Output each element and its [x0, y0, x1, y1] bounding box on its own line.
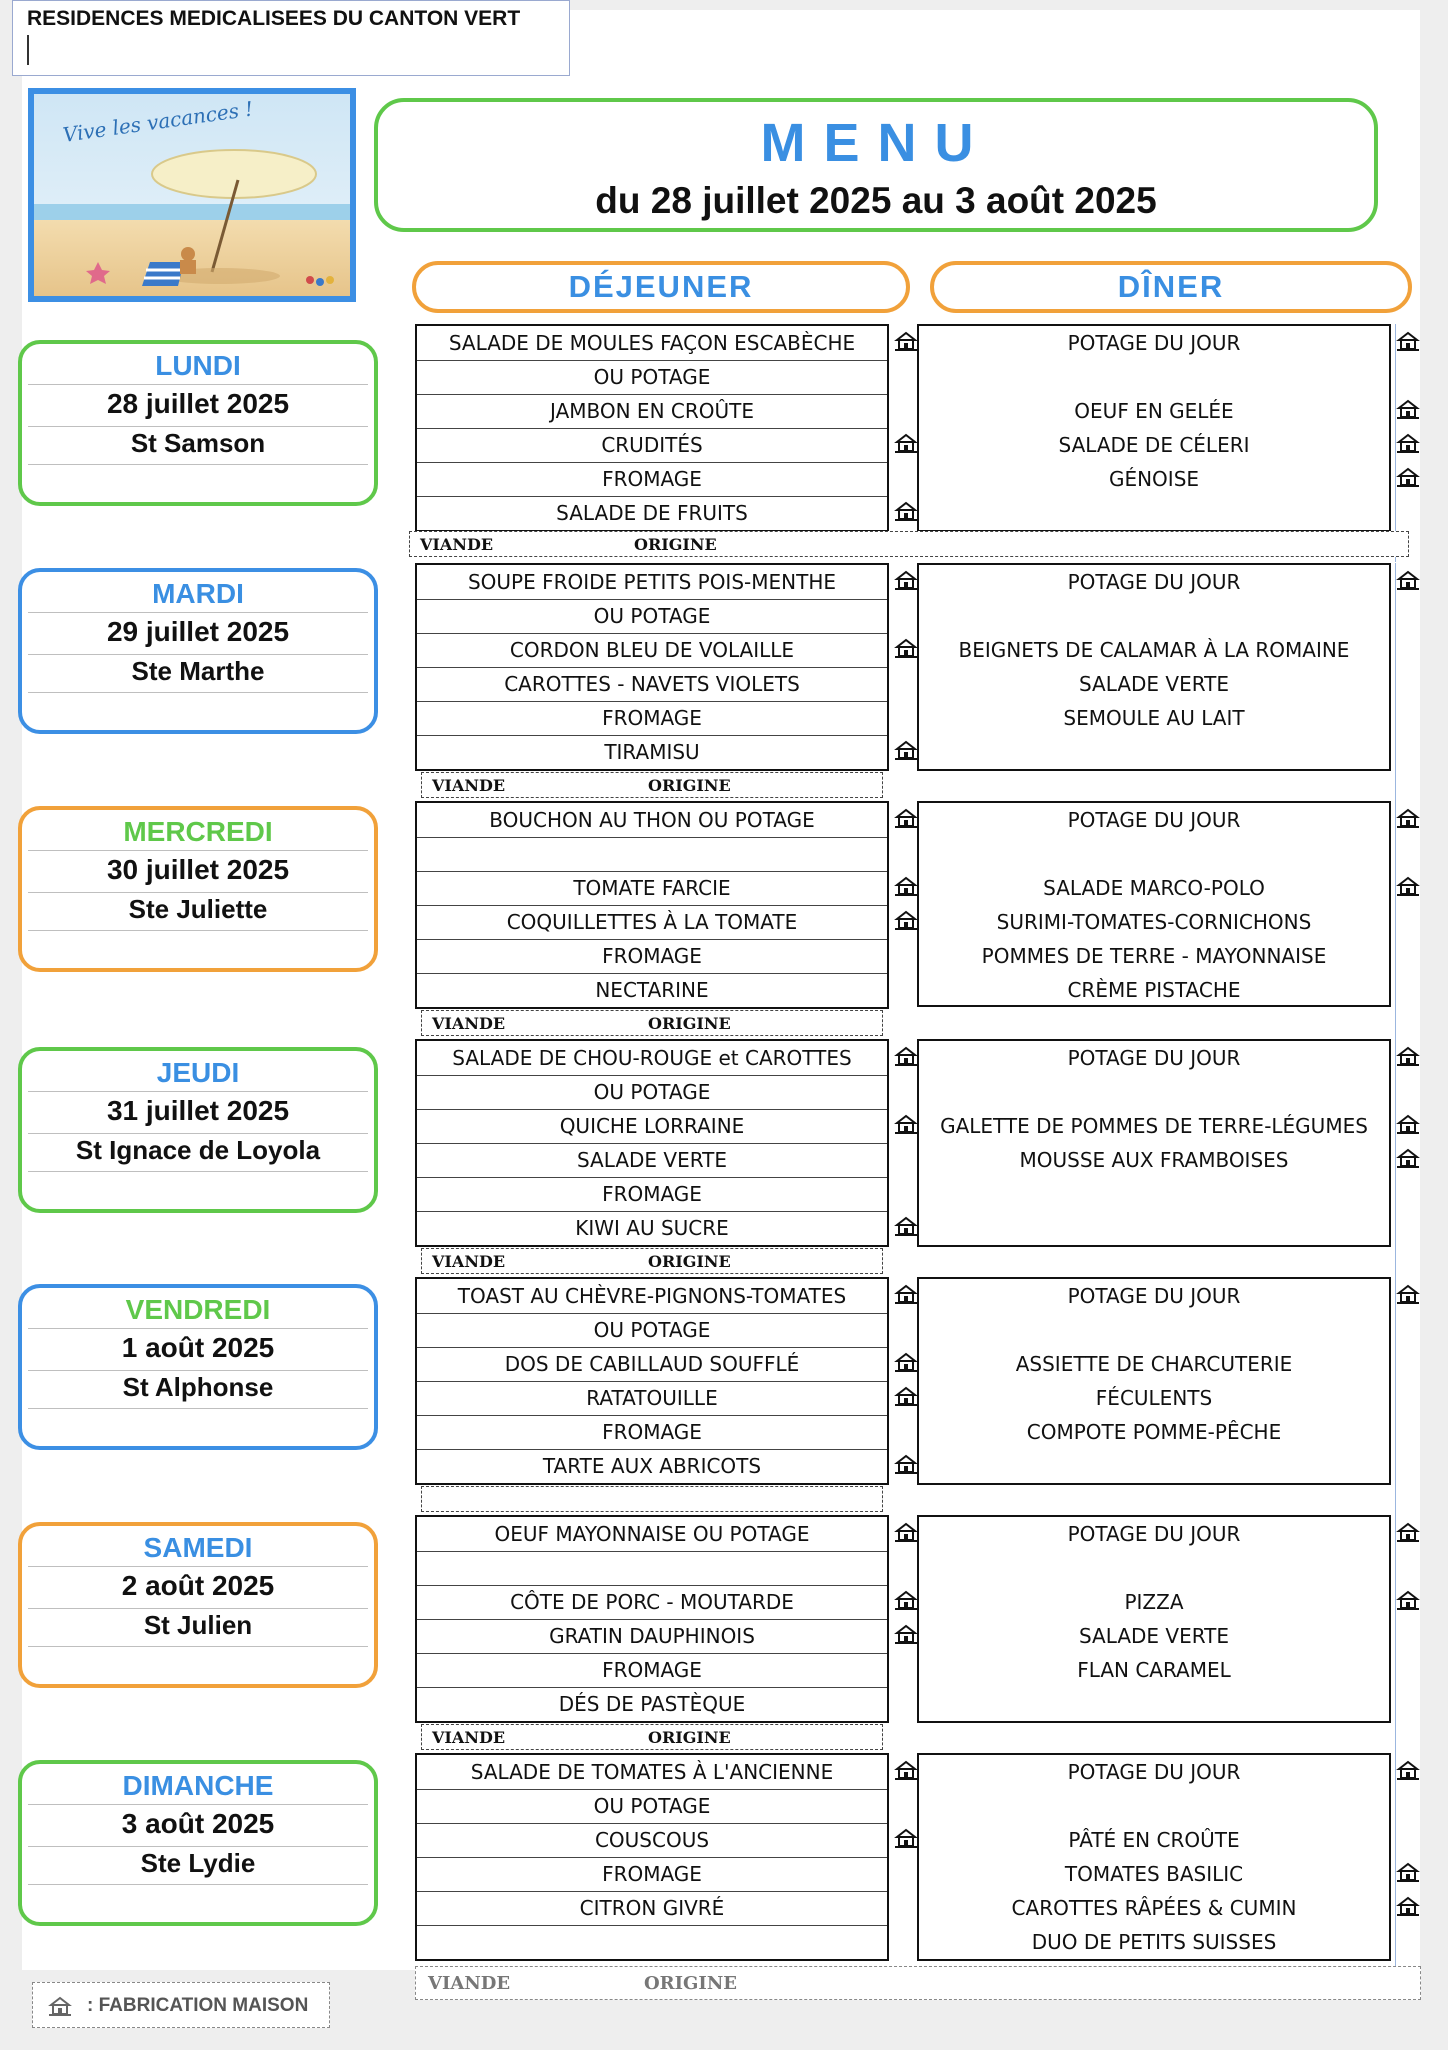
dinner-dish: DUO DE PETITS SUISSES	[1031, 1930, 1277, 1954]
origin-box	[421, 1248, 883, 1274]
origine-label: ORIGINE	[648, 1252, 731, 1271]
homemade-icon	[1395, 1045, 1421, 1067]
lunch-dish: FROMAGE	[417, 1857, 887, 1892]
lunch-dish: CÔTE DE PORC - MOUTARDE	[417, 1585, 887, 1620]
menu-date-range: du 28 juillet 2025 au 3 août 2025	[595, 180, 1157, 221]
card-rule	[28, 1370, 368, 1371]
lunch-dish: BOUCHON AU THON OU POTAGE	[417, 803, 887, 838]
dinner-dish: MOUSSE AUX FRAMBOISES	[1019, 1148, 1289, 1172]
origine-label: ORIGINE	[648, 1728, 731, 1747]
homemade-icon	[1395, 1589, 1421, 1611]
card-rule	[28, 1328, 368, 1329]
lunch-dish: COQUILLETTES À LA TOMATE	[417, 905, 887, 940]
meal-block-mercredi	[413, 801, 1423, 1009]
meal-block-vendredi	[413, 1277, 1423, 1485]
card-rule	[28, 692, 368, 693]
meal-block-mardi	[413, 563, 1423, 771]
dinner-dish: POTAGE DU JOUR	[1067, 1046, 1241, 1070]
dinner-dish	[919, 1687, 1389, 1721]
homemade-icon	[893, 875, 919, 897]
card-rule	[28, 612, 368, 613]
menu-heading: MENU	[760, 113, 992, 173]
homemade-icon	[1395, 466, 1421, 488]
origine-label: ORIGINE	[648, 1014, 731, 1033]
lunch-dish: FROMAGE	[417, 701, 887, 736]
lunch-dish: FROMAGE	[417, 462, 887, 497]
card-rule	[28, 1408, 368, 1409]
day-saint: St Alphonse	[122, 1372, 274, 1402]
card-rule	[28, 1846, 368, 1847]
lunch-dish: TOAST AU CHÈVRE-PIGNONS-TOMATES	[417, 1279, 887, 1314]
lunch-dish: SALADE DE TOMATES À L'ANCIENNE	[417, 1755, 887, 1790]
dinner-dish: FÉCULENTS	[1095, 1386, 1213, 1410]
day-card-samedi	[18, 1522, 378, 1688]
dinner-panel	[917, 1039, 1391, 1247]
dinner-dish	[919, 599, 1389, 633]
lunch-dish: OU POTAGE	[417, 360, 887, 395]
homemade-icon	[893, 1385, 919, 1407]
homemade-icon	[893, 569, 919, 591]
dinner-dish	[919, 1313, 1389, 1347]
dinner-dish	[919, 360, 1389, 394]
day-date: 30 juillet 2025	[106, 854, 290, 885]
day-card-dimanche	[18, 1760, 378, 1926]
homemade-icon	[1395, 1521, 1421, 1543]
dinner-panel	[917, 1753, 1391, 1961]
dinner-dish	[919, 1789, 1389, 1823]
viande-label: VIANDE	[432, 776, 506, 795]
day-card-mardi	[18, 568, 378, 734]
card-rule	[28, 464, 368, 465]
dinner-dish	[919, 735, 1389, 769]
day-name: JEUDI	[156, 1057, 240, 1088]
homemade-icon	[893, 1827, 919, 1849]
lunch-dish: SALADE VERTE	[417, 1143, 887, 1178]
lunch-dish: CORDON BLEU DE VOLAILLE	[417, 633, 887, 668]
homemade-icon	[893, 637, 919, 659]
origin-box	[421, 1010, 883, 1036]
dinner-dish	[919, 496, 1389, 530]
day-name: MERCREDI	[123, 816, 273, 847]
dinner-dish: FLAN CARAMEL	[1077, 1658, 1231, 1682]
origine-label: ORIGINE	[634, 535, 717, 554]
header-cell[interactable]	[12, 0, 570, 76]
lunch-panel	[415, 801, 889, 1009]
homemade-icon	[893, 739, 919, 761]
lunch-panel	[415, 324, 889, 532]
viande-label: VIANDE	[432, 1728, 506, 1747]
dinner-dish: POMMES DE TERRE - MAYONNAISE	[981, 944, 1327, 968]
card-rule	[28, 892, 368, 893]
sheet-gridline	[1395, 801, 1396, 1039]
homemade-icon	[893, 1589, 919, 1611]
dinner-dish: POTAGE DU JOUR	[1067, 1284, 1241, 1308]
meal-block-dimanche	[413, 1753, 1423, 1961]
lunch-dish: TARTE AUX ABRICOTS	[542, 1454, 762, 1478]
dinner-dish: TOMATES BASILIC	[1064, 1862, 1244, 1886]
dinner-dish	[919, 1551, 1389, 1585]
viande-label: VIANDE	[420, 535, 494, 554]
day-card-lundi	[18, 340, 378, 506]
dinner-dish	[919, 1177, 1389, 1211]
origine-label: ORIGINE	[648, 776, 731, 795]
menu-title-box	[374, 98, 1378, 232]
homemade-icon	[1395, 1147, 1421, 1169]
dinner-dish: SURIMI-TOMATES-CORNICHONS	[996, 910, 1312, 934]
day-card-vendredi	[18, 1284, 378, 1450]
lunch-dish	[417, 1551, 887, 1586]
day-name: VENDREDI	[125, 1294, 271, 1325]
dinner-dish: SALADE VERTE	[1078, 1624, 1230, 1648]
origin-box	[421, 1486, 883, 1512]
card-rule	[28, 930, 368, 931]
lunch-dish: SALADE DE CHOU-ROUGE et CAROTTES	[417, 1041, 887, 1076]
homemade-icon	[1395, 398, 1421, 420]
dinner-dish: POTAGE DU JOUR	[1067, 331, 1241, 355]
banner-caption: Vive les vacances !	[61, 96, 255, 147]
card-rule	[28, 850, 368, 851]
homemade-icon	[893, 1759, 919, 1781]
legend-label: : FABRICATION MAISON	[87, 1995, 309, 2016]
day-date: 28 juillet 2025	[106, 388, 290, 419]
homemade-icon	[1395, 1759, 1421, 1781]
lunch-dish: DÉS DE PASTÈQUE	[558, 1692, 746, 1716]
footer-origin-box	[415, 1966, 1421, 2000]
homemade-icon	[893, 1351, 919, 1373]
lunch-dish: OEUF MAYONNAISE OU POTAGE	[417, 1517, 887, 1552]
homemade-icon	[1395, 569, 1421, 591]
sheet-gridline	[1395, 1277, 1396, 1515]
lunch-dish: KIWI AU SUCRE	[575, 1216, 729, 1240]
meal-block-jeudi	[413, 1039, 1423, 1247]
text-cursor	[27, 35, 29, 65]
origin-box	[409, 531, 1409, 557]
dinner-dish: SEMOULE AU LAIT	[1063, 706, 1245, 730]
card-rule	[28, 1646, 368, 1647]
legend-box	[32, 1982, 330, 2028]
dinner-dish	[919, 1449, 1389, 1483]
lunch-dish: FROMAGE	[417, 939, 887, 974]
homemade-icon	[893, 909, 919, 931]
lunch-dish: OU POTAGE	[417, 599, 887, 634]
dinner-dish: CRÈME PISTACHE	[1067, 978, 1241, 1002]
beach-umbrella-illustration	[34, 94, 350, 296]
homemade-icon	[1395, 875, 1421, 897]
dinner-dish: SALADE VERTE	[1078, 672, 1230, 696]
homemade-icon	[1395, 1113, 1421, 1135]
residence-title: RESIDENCES MEDICALISEES DU CANTON VERT	[27, 7, 521, 30]
lunch-dish: OU POTAGE	[417, 1075, 887, 1110]
dinner-dish: POTAGE DU JOUR	[1067, 1522, 1241, 1546]
lunch-dish: GRATIN DAUPHINOIS	[417, 1619, 887, 1654]
vacation-banner-image	[28, 88, 356, 302]
day-saint: St Julien	[143, 1610, 253, 1640]
card-rule	[28, 654, 368, 655]
dinner-dish: BEIGNETS DE CALAMAR À LA ROMAINE	[958, 638, 1350, 662]
lunch-dish: OU POTAGE	[417, 1313, 887, 1348]
dinner-dish: OEUF EN GELÉE	[1074, 399, 1234, 423]
viande-label: VIANDE	[432, 1014, 506, 1033]
viande-label: VIANDE	[432, 1252, 506, 1271]
lunch-panel	[415, 1515, 889, 1723]
lunch-dish	[417, 837, 887, 872]
lunch-dish: TOMATE FARCIE	[417, 871, 887, 906]
card-rule	[28, 1804, 368, 1805]
card-rule	[28, 1171, 368, 1172]
dinner-dish: POTAGE DU JOUR	[1067, 1760, 1241, 1784]
dinner-dish: SALADE MARCO-POLO	[1043, 876, 1265, 900]
homemade-icon	[1395, 1283, 1421, 1305]
lunch-panel	[415, 563, 889, 771]
day-name: DIMANCHE	[122, 1770, 274, 1801]
lunch-dish: SALADE DE FRUITS	[556, 501, 748, 525]
dinner-dish: PÂTÉ EN CROÛTE	[1068, 1828, 1240, 1852]
dinner-dish: PIZZA	[1124, 1590, 1184, 1614]
lunch-dish: FROMAGE	[417, 1415, 887, 1450]
meal-block-samedi	[413, 1515, 1423, 1723]
lunch-panel	[415, 1753, 889, 1961]
day-saint: Ste Lydie	[140, 1848, 256, 1878]
dinner-dish: GÉNOISE	[1108, 467, 1200, 491]
card-rule	[28, 1091, 368, 1092]
dinner-dish: POTAGE DU JOUR	[1067, 808, 1241, 832]
homemade-icon	[893, 1113, 919, 1135]
lunch-dish: DOS DE CABILLAUD SOUFFLÉ	[417, 1347, 887, 1382]
homemade-icon	[893, 807, 919, 829]
homemade-icon	[893, 1453, 919, 1475]
day-saint: St Ignace de Loyola	[75, 1135, 321, 1165]
homemade-icon	[1395, 807, 1421, 829]
lunch-dish	[417, 1925, 887, 1959]
homemade-icon	[893, 1521, 919, 1543]
card-rule	[28, 426, 368, 427]
homemade-icon	[1395, 432, 1421, 454]
card-rule	[28, 1566, 368, 1567]
dinner-dish: ASSIETTE DE CHARCUTERIE	[1015, 1352, 1293, 1376]
dinner-panel	[917, 563, 1391, 771]
lunch-dish: RATATOUILLE	[417, 1381, 887, 1416]
lunch-dish: SALADE DE MOULES FAÇON ESCABÈCHE	[417, 326, 887, 361]
day-saint: St Samson	[130, 428, 266, 458]
lunch-dish: FROMAGE	[417, 1653, 887, 1688]
homemade-icon	[893, 1623, 919, 1645]
lunch-dish: SOUPE FROIDE PETITS POIS-MENTHE	[417, 565, 887, 600]
homemade-icon	[893, 1045, 919, 1067]
sheet-gridline	[1395, 563, 1396, 801]
lunch-dish: FROMAGE	[417, 1177, 887, 1212]
lunch-dish: CITRON GIVRÉ	[417, 1891, 887, 1926]
day-saint: Ste Juliette	[128, 894, 268, 924]
day-name: LUNDI	[155, 350, 241, 381]
homemade-icon	[893, 1283, 919, 1305]
day-name: MARDI	[152, 578, 244, 609]
homemade-icon	[893, 432, 919, 454]
origin-box	[421, 772, 883, 798]
dinner-panel	[917, 801, 1391, 1007]
day-date: 1 août 2025	[121, 1332, 275, 1363]
homemade-icon	[893, 500, 919, 522]
dinner-dish: CAROTTES RÂPÉES & CUMIN	[1011, 1896, 1297, 1920]
day-saint: Ste Marthe	[131, 656, 265, 686]
dinner-panel	[917, 1277, 1391, 1485]
day-date: 29 juillet 2025	[106, 616, 290, 647]
dinner-dish: COMPOTE POMME-PÊCHE	[1026, 1420, 1282, 1444]
lunch-dish: QUICHE LORRAINE	[417, 1109, 887, 1144]
day-card-mercredi	[18, 806, 378, 972]
lunch-column-header: DÉJEUNER	[412, 261, 910, 313]
lunch-panel	[415, 1277, 889, 1485]
dinner-panel	[917, 324, 1391, 532]
homemade-icon	[893, 330, 919, 352]
lunch-dish: TIRAMISU	[604, 740, 700, 764]
card-rule	[28, 1608, 368, 1609]
viande-label: VIANDE	[428, 1973, 511, 1994]
lunch-dish: CAROTTES - NAVETS VIOLETS	[417, 667, 887, 702]
lunch-dish: JAMBON EN CROÛTE	[417, 394, 887, 429]
card-rule	[28, 1133, 368, 1134]
day-card-jeudi	[18, 1047, 378, 1213]
lunch-dish: NECTARINE	[595, 978, 709, 1002]
dinner-panel	[917, 1515, 1391, 1723]
dinner-dish	[919, 837, 1389, 871]
origin-box	[421, 1724, 883, 1750]
homemade-icon	[47, 1995, 73, 2017]
homemade-icon	[1395, 330, 1421, 352]
card-rule	[28, 1884, 368, 1885]
day-name: SAMEDI	[143, 1532, 253, 1563]
homemade-icon	[1395, 1861, 1421, 1883]
homemade-icon	[893, 1215, 919, 1237]
dinner-dish	[919, 1211, 1389, 1245]
dinner-dish: SALADE DE CÉLERI	[1058, 433, 1250, 457]
lunch-dish: OU POTAGE	[417, 1789, 887, 1824]
day-date: 2 août 2025	[121, 1570, 275, 1601]
origine-label: ORIGINE	[644, 1973, 738, 1994]
homemade-icon	[1395, 1895, 1421, 1917]
dinner-column-header: DÎNER	[930, 261, 1412, 313]
card-rule	[28, 384, 368, 385]
dinner-dish: GALETTE DE POMMES DE TERRE-LÉGUMES	[940, 1114, 1368, 1138]
lunch-dish: COUSCOUS	[417, 1823, 887, 1858]
dinner-dish: POTAGE DU JOUR	[1067, 570, 1241, 594]
lunch-panel	[415, 1039, 889, 1247]
day-date: 31 juillet 2025	[106, 1095, 290, 1126]
meal-block-lundi	[413, 324, 1423, 532]
dinner-dish	[919, 1075, 1389, 1109]
sheet-gridline	[1395, 1515, 1396, 1753]
lunch-dish: CRUDITÉS	[417, 428, 887, 463]
day-date: 3 août 2025	[121, 1808, 275, 1839]
